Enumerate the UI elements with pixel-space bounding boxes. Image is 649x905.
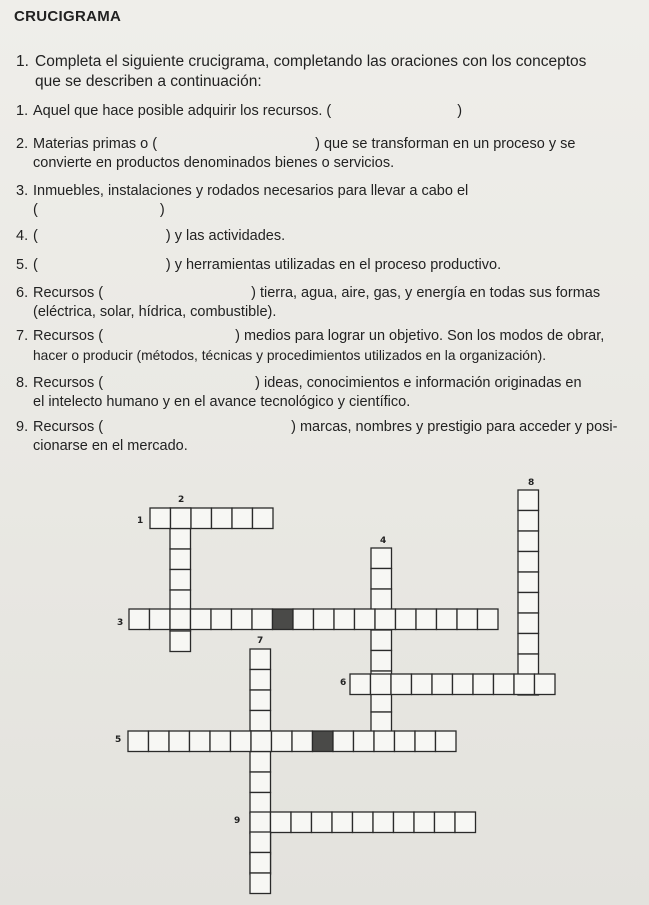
crossword-cell[interactable] (314, 609, 335, 630)
clue-number: 6. (16, 285, 29, 301)
crossword-cell[interactable] (231, 731, 252, 752)
crossword-cell[interactable] (395, 731, 416, 752)
crossword-cell[interactable] (250, 832, 271, 853)
grid-number-2: 2 (178, 495, 185, 505)
crossword-cell[interactable] (293, 609, 314, 630)
crossword-cell[interactable] (332, 812, 353, 833)
crossword-cell[interactable] (353, 812, 374, 833)
crossword-cell[interactable] (518, 593, 539, 614)
crossword-cell[interactable] (457, 609, 478, 630)
crossword-cell[interactable] (212, 508, 233, 529)
crossword-cell[interactable] (292, 731, 313, 752)
crossword-cell[interactable] (373, 812, 394, 833)
crossword-cell[interactable] (371, 651, 392, 672)
crossword-cell[interactable] (271, 812, 292, 833)
clue-number: 3. (16, 183, 29, 199)
clue-line: ( ) (33, 202, 165, 218)
crossword-cell[interactable] (170, 570, 191, 591)
clue-line: Recursos ( ) tierra, agua, aire, gas, y energía en todas sus formas (33, 285, 601, 301)
crossword-cell[interactable] (412, 674, 433, 695)
instruction-number: 1. (16, 53, 29, 70)
crossword-cell[interactable] (150, 508, 171, 529)
crossword-cell[interactable] (371, 712, 392, 733)
crossword-cell[interactable] (273, 609, 294, 630)
crossword-cell[interactable] (150, 609, 171, 630)
crossword-cell[interactable] (371, 569, 392, 590)
crossword-cell[interactable] (272, 731, 293, 752)
crossword-cell[interactable] (455, 812, 476, 833)
grid-number-1: 1 (137, 516, 144, 526)
crossword-cell[interactable] (210, 731, 231, 752)
crossword-cell[interactable] (169, 731, 190, 752)
crossword-cell[interactable] (394, 812, 415, 833)
clue-number: 5. (16, 257, 29, 273)
crossword-cell[interactable] (291, 812, 312, 833)
crossword-cell[interactable] (518, 511, 539, 532)
crossword-cell[interactable] (415, 731, 436, 752)
crossword-cell[interactable] (250, 711, 271, 732)
clue-number: 1. (16, 103, 29, 119)
crossword-cell[interactable] (355, 609, 376, 630)
crossword-cell[interactable] (350, 674, 371, 695)
grid-number-3: 3 (117, 618, 124, 628)
crossword-cell[interactable] (334, 609, 355, 630)
crossword-cell[interactable] (250, 873, 271, 894)
clue-line: (eléctrica, solar, hídrica, combustible). (33, 304, 277, 320)
crossword-cell[interactable] (250, 853, 271, 874)
crossword-cell[interactable] (478, 609, 499, 630)
crossword-cell[interactable] (250, 793, 271, 814)
crossword-cell[interactable] (170, 529, 191, 550)
instruction-line: Completa el siguiente crucigrama, completando las oraciones con los conceptos (35, 53, 587, 70)
crossword-cell[interactable] (253, 508, 274, 529)
grid-number-8: 8 (528, 478, 535, 488)
crossword-cell[interactable] (232, 508, 253, 529)
crossword-cell[interactable] (518, 552, 539, 573)
crossword-cell[interactable] (171, 508, 192, 529)
crossword-cell[interactable] (250, 752, 271, 773)
crossword-cell[interactable] (371, 630, 392, 651)
crossword-cell[interactable] (374, 731, 395, 752)
crossword-cell[interactable] (170, 609, 191, 630)
clue-line: el intelecto humano y en el avance tecnológico y científico. (33, 394, 411, 410)
clue-line: Inmuebles, instalaciones y rodados necesarios para llevar a cabo el (33, 183, 469, 199)
crossword-cell[interactable] (375, 609, 396, 630)
crossword-cell[interactable] (518, 531, 539, 552)
grid-number-9: 9 (234, 816, 241, 826)
crossword-cell[interactable] (437, 609, 458, 630)
clue-number: 9. (16, 419, 29, 435)
crossword-cell[interactable] (250, 772, 271, 793)
crossword-cell[interactable] (333, 731, 354, 752)
clue-line: ( ) y herramientas utilizadas en el proceso productivo. (33, 257, 502, 273)
crossword-cell[interactable] (473, 674, 494, 695)
crossword-cell[interactable] (435, 812, 456, 833)
clue-line: ( ) y las actividades. (33, 228, 286, 244)
crossword-cell[interactable] (371, 589, 392, 610)
clue-line: Materias primas o ( ) que se transforman en un proceso y se (33, 136, 576, 152)
crossword-cell[interactable] (514, 674, 535, 695)
crossword-cell[interactable] (494, 674, 515, 695)
crossword-cell[interactable] (535, 674, 556, 695)
clue-line: cionarse en el mercado. (33, 438, 188, 454)
grid-number-5: 5 (115, 735, 122, 745)
grid-number-4: 4 (380, 536, 387, 546)
crossword-cell[interactable] (354, 731, 375, 752)
grid-number-6: 6 (340, 678, 347, 688)
clue-line: convierte en productos denominados bienes o servicios. (33, 155, 395, 171)
crossword-cell[interactable] (170, 549, 191, 570)
crossword-cell[interactable] (191, 609, 212, 630)
clue-line: hacer o producir (métodos, técnicas y procedimientos utilizados en la organización). (33, 348, 547, 363)
crossword-cell[interactable] (170, 631, 191, 652)
page-title: CRUCIGRAMA (14, 8, 122, 25)
instruction-line: que se describen a continuación: (35, 73, 262, 90)
crossword-cell[interactable] (191, 508, 212, 529)
crossword-cell[interactable] (391, 674, 412, 695)
crossword-cell[interactable] (250, 690, 271, 711)
crossword-cell[interactable] (518, 654, 539, 675)
crossword-cell[interactable] (232, 609, 253, 630)
crossword-cell[interactable] (312, 812, 333, 833)
crossword-cell[interactable] (250, 649, 271, 670)
crossword-cell[interactable] (371, 548, 392, 569)
clue-number: 7. (16, 328, 29, 344)
crossword-cell[interactable] (251, 731, 272, 752)
crossword-cell[interactable] (371, 674, 392, 695)
crossword-cell[interactable] (129, 609, 150, 630)
crossword-cell[interactable] (518, 634, 539, 655)
clue-line: Aquel que hace posible adquirir los recursos. ( ) (33, 103, 463, 119)
clue-number: 4. (16, 228, 29, 244)
crossword-cell[interactable] (518, 572, 539, 593)
crossword-cell[interactable] (250, 812, 271, 833)
clue-line: Recursos ( ) medios para lograr un objetivo. Son los modos de obrar, (33, 328, 605, 344)
crossword-cell[interactable] (396, 609, 417, 630)
crossword-cell[interactable] (453, 674, 474, 695)
crossword-cell[interactable] (518, 490, 539, 511)
clue-line: Recursos ( ) marcas, nombres y prestigio para acceder y posi- (33, 419, 618, 435)
grid-number-7: 7 (257, 636, 264, 646)
crossword-cell[interactable] (252, 609, 273, 630)
crossword-cell[interactable] (313, 731, 334, 752)
crossword-cell[interactable] (414, 812, 435, 833)
crossword-cell[interactable] (436, 731, 457, 752)
crossword-cell[interactable] (432, 674, 453, 695)
crossword-cell[interactable] (170, 590, 191, 611)
crossword-cell[interactable] (190, 731, 211, 752)
crossword-cell[interactable] (149, 731, 170, 752)
clue-line: Recursos ( ) ideas, conocimientos e información originadas en (33, 375, 582, 391)
clue-number: 8. (16, 375, 29, 391)
crossword-cell[interactable] (250, 670, 271, 691)
crossword-cell[interactable] (211, 609, 232, 630)
crossword-cell[interactable] (416, 609, 437, 630)
crossword-cell[interactable] (128, 731, 149, 752)
clue-number: 2. (16, 136, 29, 152)
crossword-cell[interactable] (518, 613, 539, 634)
